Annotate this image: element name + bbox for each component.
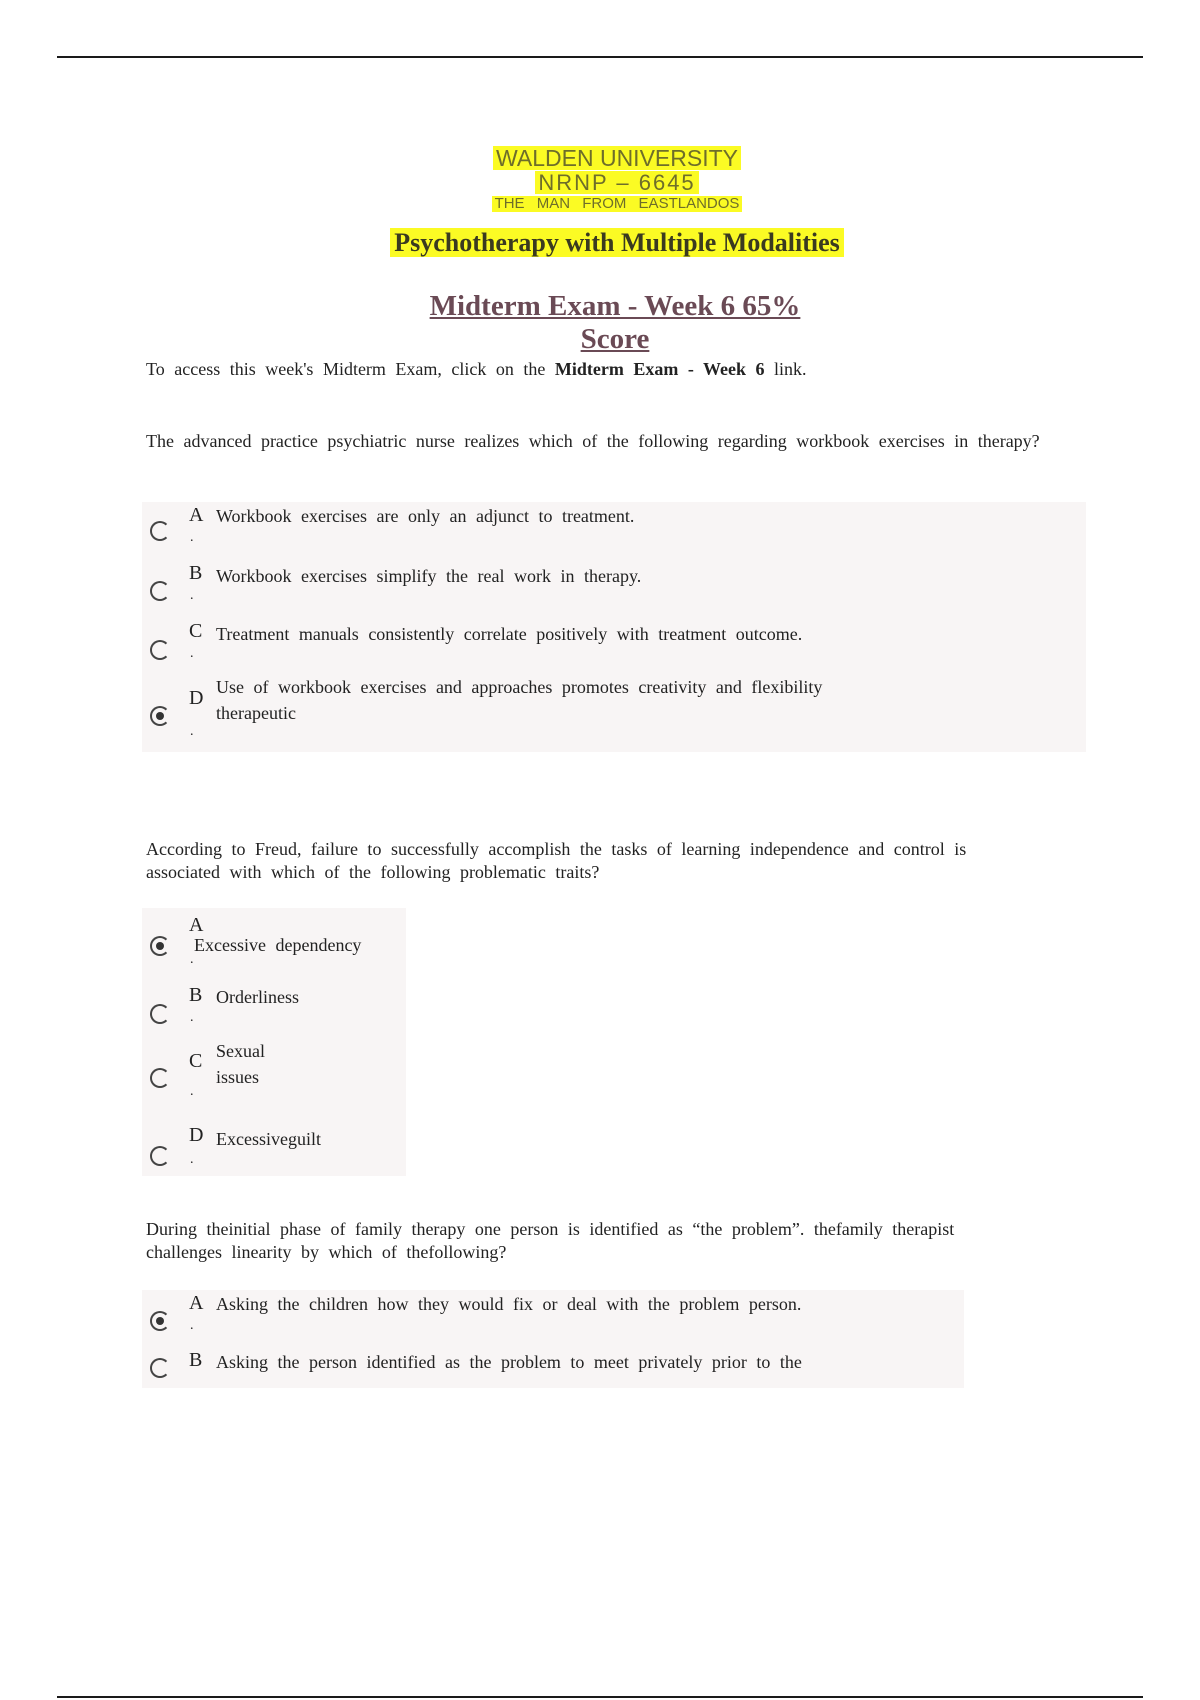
option-dot: . [190, 530, 194, 545]
q3-option-b[interactable] [142, 1348, 964, 1398]
option-letter: D [189, 687, 204, 709]
option-dot: . [190, 1010, 194, 1025]
option-letter: B [189, 1349, 203, 1371]
option-dot: . [190, 1152, 194, 1167]
option-text: Excessiveguilt [216, 1129, 321, 1149]
option-text: Excessive dependency [194, 935, 362, 955]
option-text: Use of workbook exercises and approaches promotes creativity and flexibility [216, 677, 823, 697]
option-dot: . [190, 588, 194, 603]
exam-title-line1: Midterm Exam - Week 6 65% [429, 290, 801, 322]
q1-option-a[interactable] [142, 502, 1086, 552]
option-text: Asking the person identified as the problem to meet privately prior to the [216, 1352, 802, 1372]
question-2-options [142, 908, 406, 1176]
q3-option-a[interactable] [142, 1290, 964, 1340]
option-text-continued: issues [216, 1067, 260, 1087]
radio-button-selected[interactable] [150, 936, 170, 956]
q2-option-a[interactable] [142, 908, 406, 968]
radio-button[interactable] [150, 1358, 170, 1378]
q2-option-c[interactable] [142, 1038, 406, 1114]
course-title: Psychotherapy with Multiple Modalities [0, 228, 1200, 258]
document-header [0, 146, 1200, 213]
exam-title [0, 290, 1200, 356]
option-dot: . [190, 1318, 194, 1333]
option-letter: C [189, 620, 203, 642]
top-rule [57, 56, 1143, 58]
question-3-options [142, 1290, 964, 1388]
bottom-rule [57, 1696, 1143, 1698]
option-text: Treatment manuals consistently correlate positively with treatment outcome. [216, 624, 803, 644]
radio-button[interactable] [150, 1068, 170, 1088]
q2-option-b[interactable] [142, 982, 406, 1032]
option-text: Workbook exercises are only an adjunct to treatment. [216, 506, 635, 526]
option-text: Workbook exercises simplify the real work in therapy. [216, 566, 642, 586]
intro-prefix: To access this week's Midterm Exam, click on the [146, 359, 546, 379]
question-3-text: During theinitial phase of family therapy one person is identified as “the problem”. thefamily therapist challenges linearity by which of thefollowing? [146, 1219, 955, 1262]
q1-option-c[interactable] [142, 620, 1086, 670]
option-letter: B [189, 984, 203, 1006]
exam-intro [146, 359, 807, 380]
option-letter: C [189, 1050, 203, 1072]
option-dot: . [190, 1084, 194, 1099]
q2-option-d[interactable] [142, 1118, 406, 1168]
option-dot: . [190, 952, 194, 967]
option-letter: D [189, 1124, 204, 1146]
author-line: THE MAN FROM EASTLANDOS [492, 196, 743, 212]
radio-button-selected[interactable] [150, 1311, 170, 1331]
question-1-text: The advanced practice psychiatric nurse realizes which of the following regarding workbook exercises in therapy? [146, 431, 1040, 451]
option-text: Orderliness [216, 987, 299, 1007]
option-dot: . [190, 724, 194, 739]
exam-link[interactable]: Midterm Exam - Week 6 [554, 359, 765, 379]
exam-title-line2: Score [580, 323, 650, 355]
option-letter: A [189, 504, 204, 526]
option-text-continued: therapeutic [216, 703, 296, 723]
option-letter: B [189, 562, 203, 584]
option-letter: A [189, 1292, 204, 1314]
university-name: WALDEN UNIVERSITY [493, 146, 741, 170]
question-2-text: According to Freud, failure to successfully accomplish the tasks of learning independence and control is associated with which of the following problematic traits? [146, 839, 967, 882]
option-letter: A [189, 914, 204, 936]
radio-button[interactable] [150, 640, 170, 660]
option-text: Asking the children how they would fix or deal with the problem person. [216, 1294, 802, 1314]
question-1-options [142, 502, 1086, 752]
radio-button-selected[interactable] [150, 706, 170, 726]
radio-button[interactable] [150, 1004, 170, 1024]
q1-option-b[interactable] [142, 562, 1086, 612]
intro-suffix: link. [774, 359, 807, 379]
course-code: NRNP – 6645 [535, 171, 698, 194]
q1-option-d[interactable] [142, 674, 1086, 750]
option-text: Sexual [216, 1041, 265, 1061]
radio-button[interactable] [150, 1146, 170, 1166]
option-dot: . [190, 646, 194, 661]
radio-button[interactable] [150, 521, 170, 541]
radio-button[interactable] [150, 581, 170, 601]
